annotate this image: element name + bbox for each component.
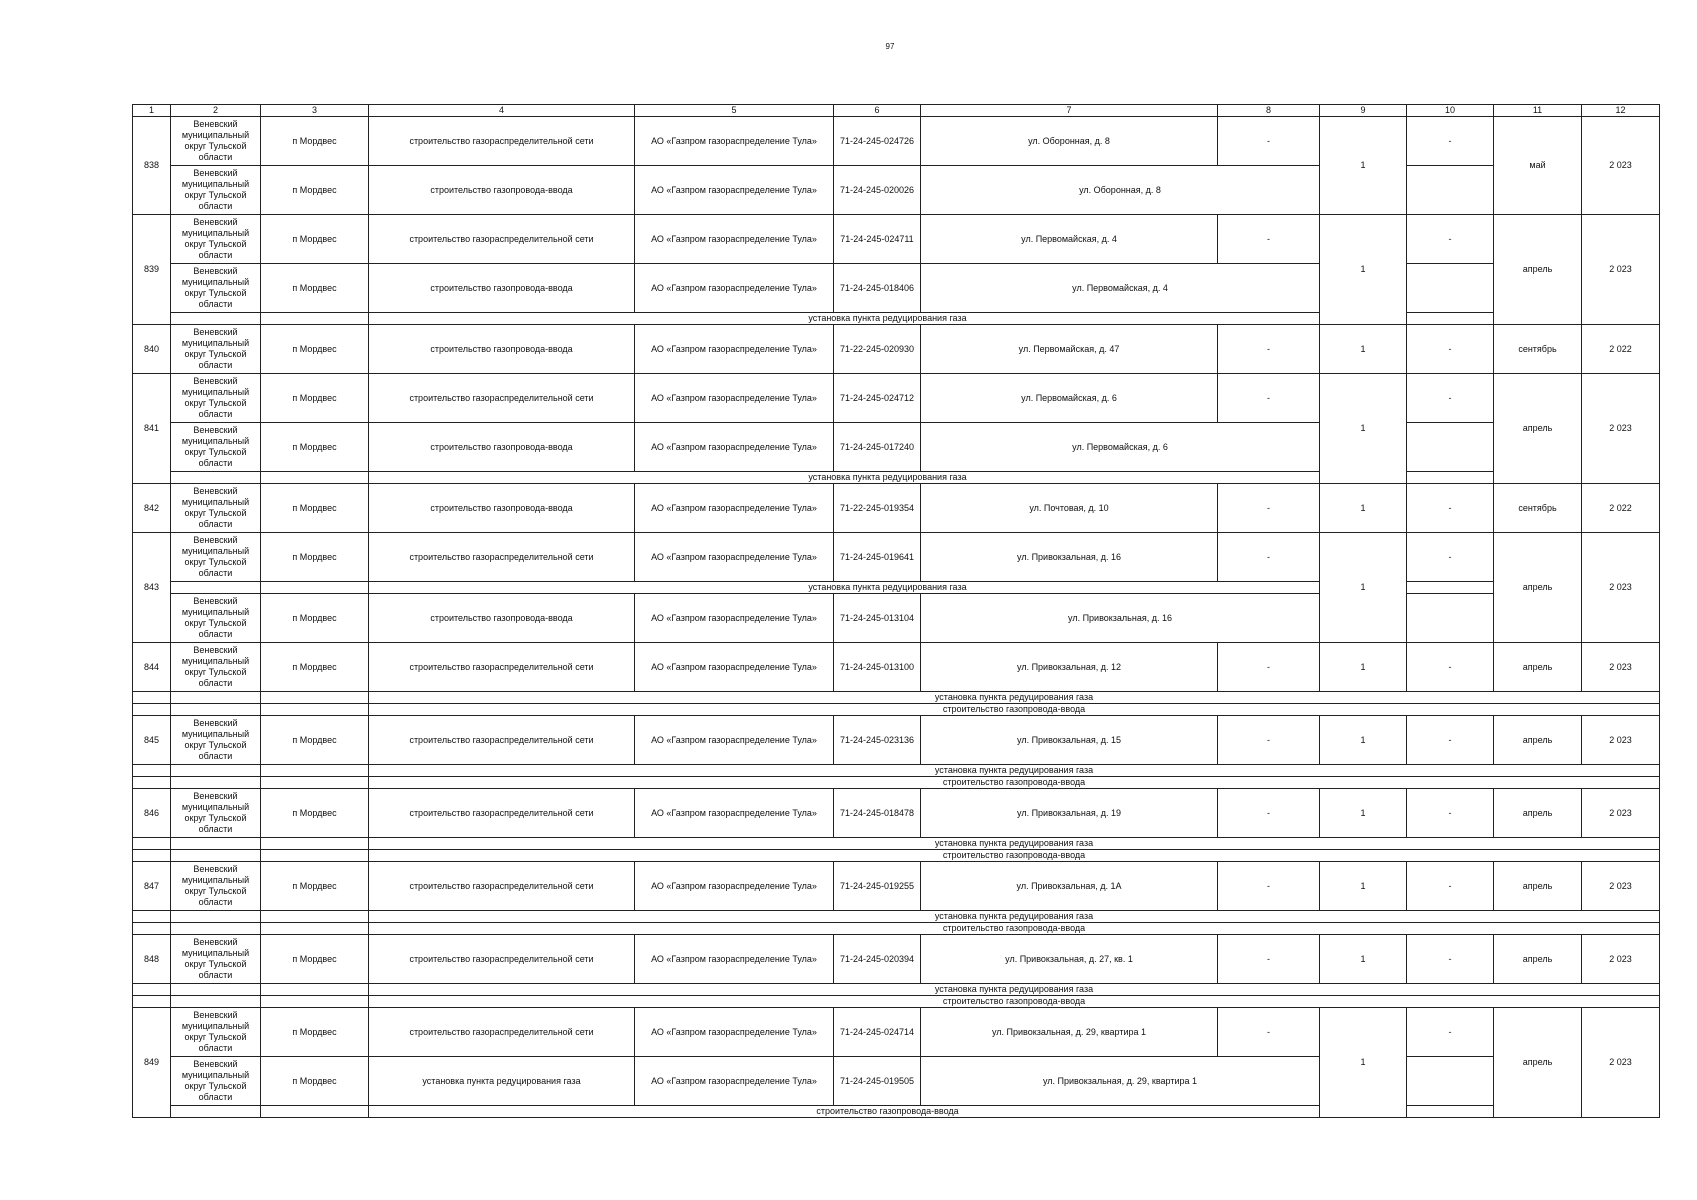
organization-cell: АО «Газпром газораспределение Тула»: [635, 643, 834, 692]
region-cell: Веневский муниципальный округ Тульской области: [171, 594, 261, 643]
col9-cell: 1: [1320, 716, 1407, 765]
page-number: 97: [885, 42, 895, 51]
region-cell: Веневский муниципальный округ Тульской области: [171, 935, 261, 984]
address-cell: ул. Первомайская, д. 47: [921, 325, 1218, 374]
sub-work-cell: строительство газопровода-ввода: [369, 704, 1660, 716]
empty-cell: [261, 850, 369, 862]
organization-cell: АО «Газпром газораспределение Тула»: [635, 594, 834, 643]
object-code-cell: 71-24-245-024712: [834, 374, 921, 423]
settlement-cell: п Мордвес: [261, 166, 369, 215]
row-number-cell: 845: [133, 716, 171, 765]
address-cell: ул. Привокзальная, д. 19: [921, 789, 1218, 838]
sub-work-cell: строительство газопровода-ввода: [369, 850, 1660, 862]
year-cell: 2 022: [1582, 325, 1660, 374]
address-cell: ул. Почтовая, д. 10: [921, 484, 1218, 533]
sub-work-cell: установка пункта редуцирования газа: [369, 911, 1660, 923]
sub-work-cell: установка пункта редуцирования газа: [369, 692, 1660, 704]
empty-cell: [171, 850, 261, 862]
region-cell: Веневский муниципальный округ Тульской области: [171, 166, 261, 215]
col8-cell: -: [1218, 374, 1320, 423]
col10-cell: -: [1407, 533, 1494, 582]
table-row: [133, 264, 1660, 313]
col10-cell: -: [1407, 117, 1494, 166]
organization-cell: АО «Газпром газораспределение Тула»: [635, 935, 834, 984]
object-code-cell: 71-24-245-017240: [834, 423, 921, 472]
empty-cell: [171, 838, 261, 850]
row-number-cell: 848: [133, 935, 171, 984]
empty-cell: [261, 704, 369, 716]
work-type-cell: строительство газораспределительной сети: [369, 374, 635, 423]
work-type-cell: строительство газопровода-ввода: [369, 423, 635, 472]
col8-cell: -: [1218, 533, 1320, 582]
col10-cell: [1407, 423, 1494, 472]
year-cell: 2 022: [1582, 484, 1660, 533]
year-cell: 2 023: [1582, 533, 1660, 643]
region-cell: Веневский муниципальный округ Тульской области: [171, 716, 261, 765]
empty-cell: [261, 582, 369, 594]
region-cell: Веневский муниципальный округ Тульской области: [171, 862, 261, 911]
row-number-cell: 839: [133, 215, 171, 325]
address-cell: ул. Привокзальная, д. 16: [921, 533, 1218, 582]
col9-cell: 1: [1320, 215, 1407, 325]
empty-cell: [1407, 472, 1494, 484]
settlement-cell: п Мордвес: [261, 533, 369, 582]
table-row: [133, 1057, 1660, 1106]
settlement-cell: п Мордвес: [261, 935, 369, 984]
settlement-cell: п Мордвес: [261, 643, 369, 692]
col10-cell: -: [1407, 484, 1494, 533]
header-cell: 8: [1218, 105, 1320, 117]
year-cell: 2 023: [1582, 862, 1660, 911]
register-table: [132, 104, 1660, 1118]
region-cell: Веневский муниципальный округ Тульской области: [171, 423, 261, 472]
organization-cell: АО «Газпром газораспределение Тула»: [635, 166, 834, 215]
month-cell: май: [1494, 117, 1582, 215]
object-code-cell: 71-22-245-020930: [834, 325, 921, 374]
region-cell: Веневский муниципальный округ Тульской области: [171, 643, 261, 692]
row-number-cell: 849: [133, 1008, 171, 1118]
object-code-cell: 71-24-245-019505: [834, 1057, 921, 1106]
sub-work-cell: строительство газопровода-ввода: [369, 923, 1660, 935]
month-cell: апрель: [1494, 789, 1582, 838]
object-code-cell: 71-24-245-024726: [834, 117, 921, 166]
settlement-cell: п Мордвес: [261, 862, 369, 911]
region-cell: Веневский муниципальный округ Тульской области: [171, 533, 261, 582]
address-cell: ул. Первомайская, д. 6: [921, 374, 1218, 423]
organization-cell: АО «Газпром газораспределение Тула»: [635, 1057, 834, 1106]
empty-cell: [171, 692, 261, 704]
table-row: [133, 484, 1660, 533]
table-row: [133, 423, 1660, 472]
region-cell: Веневский муниципальный округ Тульской области: [171, 325, 261, 374]
object-code-cell: 71-24-245-013100: [834, 643, 921, 692]
col9-cell: 1: [1320, 374, 1407, 484]
object-code-cell: 71-24-245-024714: [834, 1008, 921, 1057]
empty-cell: [171, 911, 261, 923]
region-cell: Веневский муниципальный округ Тульской области: [171, 484, 261, 533]
organization-cell: АО «Газпром газораспределение Тула»: [635, 484, 834, 533]
month-cell: апрель: [1494, 374, 1582, 484]
year-cell: 2 023: [1582, 1008, 1660, 1118]
empty-cell: [171, 765, 261, 777]
month-cell: апрель: [1494, 533, 1582, 643]
empty-cell: [261, 777, 369, 789]
sub-work-cell: установка пункта редуцирования газа: [369, 582, 1407, 594]
table-row: [133, 325, 1660, 374]
region-cell: Веневский муниципальный округ Тульской области: [171, 789, 261, 838]
table-row: [133, 215, 1660, 264]
object-code-cell: 71-24-245-019255: [834, 862, 921, 911]
empty-cell: [1407, 1106, 1494, 1118]
header-cell: 1: [133, 105, 171, 117]
row-number-cell: 844: [133, 643, 171, 692]
work-type-cell: строительство газораспределительной сети: [369, 1008, 635, 1057]
sub-row: [133, 911, 1660, 923]
address-cell: ул. Оборонная, д. 8: [921, 166, 1320, 215]
empty-cell: [133, 984, 171, 996]
object-code-cell: 71-22-245-019354: [834, 484, 921, 533]
empty-cell: [133, 996, 171, 1008]
work-type-cell: строительство газопровода-ввода: [369, 166, 635, 215]
organization-cell: АО «Газпром газораспределение Тула»: [635, 215, 834, 264]
work-type-cell: строительство газораспределительной сети: [369, 117, 635, 166]
col9-cell: 1: [1320, 484, 1407, 533]
settlement-cell: п Мордвес: [261, 374, 369, 423]
empty-cell: [133, 923, 171, 935]
col8-cell: -: [1218, 935, 1320, 984]
object-code-cell: 71-24-245-020394: [834, 935, 921, 984]
header-row: [133, 105, 1660, 117]
col10-cell: -: [1407, 716, 1494, 765]
header-cell: 9: [1320, 105, 1407, 117]
organization-cell: АО «Газпром газораспределение Тула»: [635, 716, 834, 765]
table-row: [133, 935, 1660, 984]
row-number-cell: 843: [133, 533, 171, 643]
col10-cell: [1407, 166, 1494, 215]
object-code-cell: 71-24-245-018478: [834, 789, 921, 838]
table-row: [133, 643, 1660, 692]
table-row: [133, 789, 1660, 838]
empty-cell: [261, 692, 369, 704]
table-row: [133, 1008, 1660, 1057]
region-cell: Веневский муниципальный округ Тульской области: [171, 1057, 261, 1106]
header-cell: 5: [635, 105, 834, 117]
table-row: [133, 533, 1660, 582]
sub-work-cell: установка пункта редуцирования газа: [369, 984, 1660, 996]
month-cell: апрель: [1494, 215, 1582, 325]
address-cell: ул. Привокзальная, д. 27, кв. 1: [921, 935, 1218, 984]
year-cell: 2 023: [1582, 935, 1660, 984]
sub-work-cell: установка пункта редуцирования газа: [369, 765, 1660, 777]
empty-cell: [171, 582, 261, 594]
empty-cell: [171, 313, 261, 325]
header-cell: 10: [1407, 105, 1494, 117]
col10-cell: -: [1407, 862, 1494, 911]
table-row: [133, 166, 1660, 215]
settlement-cell: п Мордвес: [261, 423, 369, 472]
sub-row: [133, 313, 1660, 325]
region-cell: Веневский муниципальный округ Тульской области: [171, 374, 261, 423]
sub-row: [133, 996, 1660, 1008]
month-cell: апрель: [1494, 935, 1582, 984]
row-number-cell: 847: [133, 862, 171, 911]
empty-cell: [261, 996, 369, 1008]
month-cell: апрель: [1494, 716, 1582, 765]
work-type-cell: строительство газопровода-ввода: [369, 594, 635, 643]
settlement-cell: п Мордвес: [261, 789, 369, 838]
month-cell: сентябрь: [1494, 325, 1582, 374]
year-cell: 2 023: [1582, 643, 1660, 692]
empty-cell: [261, 313, 369, 325]
col10-cell: -: [1407, 1008, 1494, 1057]
work-type-cell: строительство газопровода-ввода: [369, 264, 635, 313]
region-cell: Веневский муниципальный округ Тульской области: [171, 264, 261, 313]
row-number-cell: 838: [133, 117, 171, 215]
month-cell: апрель: [1494, 1008, 1582, 1118]
header-cell: 3: [261, 105, 369, 117]
year-cell: 2 023: [1582, 789, 1660, 838]
col8-cell: -: [1218, 117, 1320, 166]
sub-row: [133, 984, 1660, 996]
organization-cell: АО «Газпром газораспределение Тула»: [635, 533, 834, 582]
empty-cell: [171, 704, 261, 716]
col10-cell: -: [1407, 789, 1494, 838]
sub-row: [133, 704, 1660, 716]
month-cell: апрель: [1494, 643, 1582, 692]
row-number-cell: 846: [133, 789, 171, 838]
settlement-cell: п Мордвес: [261, 594, 369, 643]
organization-cell: АО «Газпром газораспределение Тула»: [635, 264, 834, 313]
empty-cell: [133, 777, 171, 789]
organization-cell: АО «Газпром газораспределение Тула»: [635, 325, 834, 374]
year-cell: 2 023: [1582, 117, 1660, 215]
header-cell: 12: [1582, 105, 1660, 117]
col9-cell: 1: [1320, 117, 1407, 215]
table-row: [133, 716, 1660, 765]
col10-cell: -: [1407, 643, 1494, 692]
organization-cell: АО «Газпром газораспределение Тула»: [635, 117, 834, 166]
work-type-cell: строительство газопровода-ввода: [369, 325, 635, 374]
empty-cell: [133, 850, 171, 862]
settlement-cell: п Мордвес: [261, 1008, 369, 1057]
work-type-cell: установка пункта редуцирования газа: [369, 1057, 635, 1106]
empty-cell: [171, 472, 261, 484]
col10-cell: [1407, 594, 1494, 643]
col10-cell: -: [1407, 325, 1494, 374]
sub-row: [133, 923, 1660, 935]
settlement-cell: п Мордвес: [261, 215, 369, 264]
empty-cell: [261, 765, 369, 777]
empty-cell: [133, 838, 171, 850]
empty-cell: [171, 777, 261, 789]
settlement-cell: п Мордвес: [261, 716, 369, 765]
table-row: [133, 117, 1660, 166]
region-cell: Веневский муниципальный округ Тульской области: [171, 117, 261, 166]
address-cell: ул. Первомайская, д. 4: [921, 264, 1320, 313]
year-cell: 2 023: [1582, 716, 1660, 765]
empty-cell: [261, 472, 369, 484]
header-cell: 2: [171, 105, 261, 117]
sub-row: [133, 777, 1660, 789]
object-code-cell: 71-24-245-020026: [834, 166, 921, 215]
col8-cell: -: [1218, 862, 1320, 911]
region-cell: Веневский муниципальный округ Тульской области: [171, 1008, 261, 1057]
empty-cell: [171, 984, 261, 996]
work-type-cell: строительство газораспределительной сети: [369, 862, 635, 911]
region-cell: Веневский муниципальный округ Тульской области: [171, 215, 261, 264]
empty-cell: [261, 984, 369, 996]
empty-cell: [133, 704, 171, 716]
work-type-cell: строительство газораспределительной сети: [369, 215, 635, 264]
header-cell: 7: [921, 105, 1218, 117]
sub-row: [133, 765, 1660, 777]
work-type-cell: строительство газораспределительной сети: [369, 789, 635, 838]
empty-cell: [261, 911, 369, 923]
col9-cell: 1: [1320, 1008, 1407, 1118]
col10-cell: -: [1407, 215, 1494, 264]
object-code-cell: 71-24-245-019641: [834, 533, 921, 582]
empty-cell: [171, 1106, 261, 1118]
year-cell: 2 023: [1582, 215, 1660, 325]
work-type-cell: строительство газораспределительной сети: [369, 533, 635, 582]
address-cell: ул. Привокзальная, д. 15: [921, 716, 1218, 765]
table-row: [133, 374, 1660, 423]
col8-cell: -: [1218, 325, 1320, 374]
col9-cell: 1: [1320, 789, 1407, 838]
table-row: [133, 862, 1660, 911]
col10-cell: -: [1407, 935, 1494, 984]
col9-cell: 1: [1320, 862, 1407, 911]
work-type-cell: строительство газораспределительной сети: [369, 643, 635, 692]
sub-row: [133, 582, 1660, 594]
header-cell: 6: [834, 105, 921, 117]
settlement-cell: п Мордвес: [261, 117, 369, 166]
sub-row: [133, 1106, 1660, 1118]
organization-cell: АО «Газпром газораспределение Тула»: [635, 789, 834, 838]
address-cell: ул. Привокзальная, д. 1А: [921, 862, 1218, 911]
sub-work-cell: строительство газопровода-ввода: [369, 777, 1660, 789]
sub-work-cell: строительство газопровода-ввода: [369, 1106, 1407, 1118]
work-type-cell: строительство газопровода-ввода: [369, 484, 635, 533]
col8-cell: -: [1218, 789, 1320, 838]
object-code-cell: 71-24-245-013104: [834, 594, 921, 643]
empty-cell: [1407, 313, 1494, 325]
col10-cell: -: [1407, 374, 1494, 423]
sub-row: [133, 838, 1660, 850]
object-code-cell: 71-24-245-018406: [834, 264, 921, 313]
address-cell: ул. Привокзальная, д. 12: [921, 643, 1218, 692]
address-cell: ул. Привокзальная, д. 29, квартира 1: [921, 1008, 1218, 1057]
organization-cell: АО «Газпром газораспределение Тула»: [635, 862, 834, 911]
empty-cell: [171, 923, 261, 935]
address-cell: ул. Первомайская, д. 4: [921, 215, 1218, 264]
sub-work-cell: установка пункта редуцирования газа: [369, 838, 1660, 850]
empty-cell: [261, 1106, 369, 1118]
address-cell: ул. Привокзальная, д. 29, квартира 1: [921, 1057, 1320, 1106]
col9-cell: 1: [1320, 935, 1407, 984]
settlement-cell: п Мордвес: [261, 325, 369, 374]
organization-cell: АО «Газпром газораспределение Тула»: [635, 374, 834, 423]
settlement-cell: п Мордвес: [261, 264, 369, 313]
col8-cell: -: [1218, 484, 1320, 533]
month-cell: апрель: [1494, 862, 1582, 911]
sub-row: [133, 472, 1660, 484]
work-type-cell: строительство газораспределительной сети: [369, 716, 635, 765]
col8-cell: -: [1218, 1008, 1320, 1057]
row-number-cell: 842: [133, 484, 171, 533]
col8-cell: -: [1218, 643, 1320, 692]
empty-cell: [133, 692, 171, 704]
header-cell: 4: [369, 105, 635, 117]
col9-cell: 1: [1320, 533, 1407, 643]
empty-cell: [171, 996, 261, 1008]
col10-cell: [1407, 1057, 1494, 1106]
empty-cell: [261, 838, 369, 850]
col9-cell: 1: [1320, 643, 1407, 692]
header-cell: 11: [1494, 105, 1582, 117]
empty-cell: [133, 911, 171, 923]
col10-cell: [1407, 264, 1494, 313]
sub-work-cell: установка пункта редуцирования газа: [369, 472, 1407, 484]
address-cell: ул. Первомайская, д. 6: [921, 423, 1320, 472]
settlement-cell: п Мордвес: [261, 1057, 369, 1106]
col9-cell: 1: [1320, 325, 1407, 374]
empty-cell: [261, 923, 369, 935]
sub-work-cell: установка пункта редуцирования газа: [369, 313, 1407, 325]
month-cell: сентябрь: [1494, 484, 1582, 533]
address-cell: ул. Оборонная, д. 8: [921, 117, 1218, 166]
work-type-cell: строительство газораспределительной сети: [369, 935, 635, 984]
address-cell: ул. Привокзальная, д. 16: [921, 594, 1320, 643]
settlement-cell: п Мордвес: [261, 484, 369, 533]
year-cell: 2 023: [1582, 374, 1660, 484]
sub-row: [133, 692, 1660, 704]
row-number-cell: 840: [133, 325, 171, 374]
sub-row: [133, 850, 1660, 862]
empty-cell: [133, 765, 171, 777]
object-code-cell: 71-24-245-024711: [834, 215, 921, 264]
object-code-cell: 71-24-245-023136: [834, 716, 921, 765]
organization-cell: АО «Газпром газораспределение Тула»: [635, 1008, 834, 1057]
col8-cell: -: [1218, 215, 1320, 264]
table-row: [133, 594, 1660, 643]
empty-cell: [1407, 582, 1494, 594]
col8-cell: -: [1218, 716, 1320, 765]
sub-work-cell: строительство газопровода-ввода: [369, 996, 1660, 1008]
row-number-cell: 841: [133, 374, 171, 484]
organization-cell: АО «Газпром газораспределение Тула»: [635, 423, 834, 472]
